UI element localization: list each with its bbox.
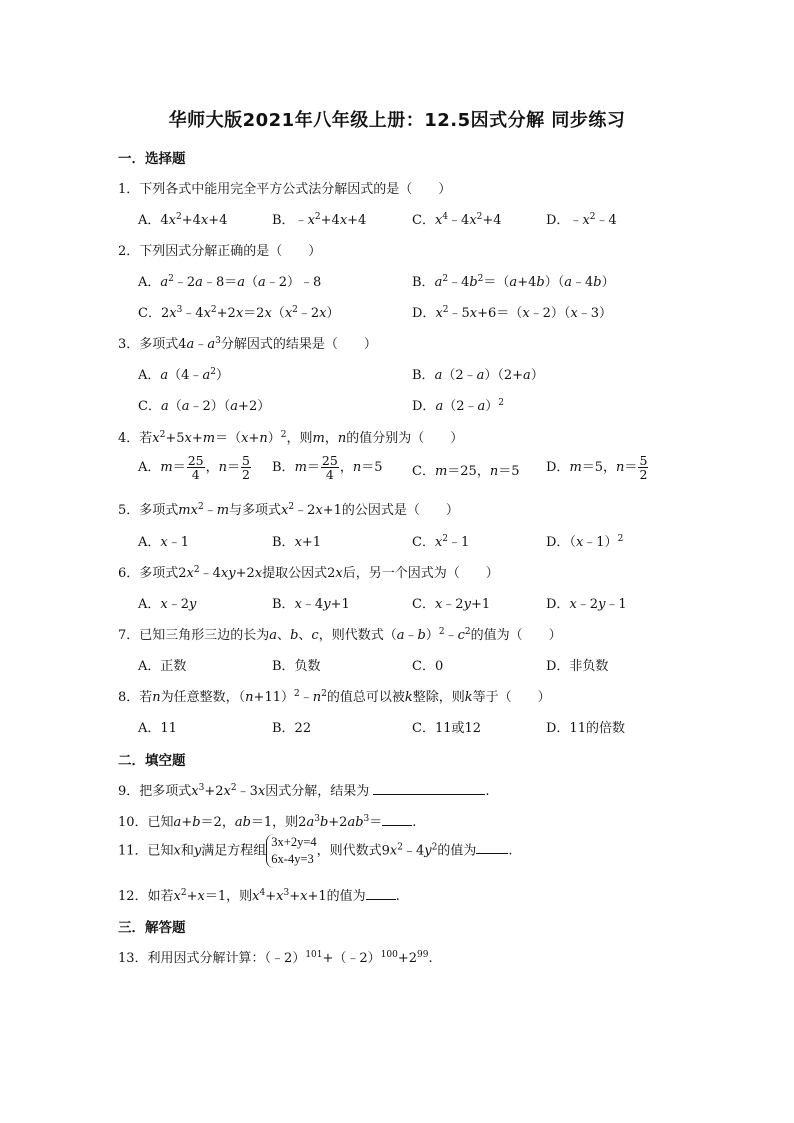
question-6-option-c: C．x﹣2y+1: [412, 597, 491, 612]
question-3-option-b: B．a（2﹣a）（2+a）: [412, 368, 544, 383]
answer-blank[interactable]: [382, 813, 412, 826]
question-7-stem: 7．已知三角形三边的长为a、b、c，则代数式$(a﹣b)^2﹣c^2$的值为（ ）: [118, 627, 562, 643]
question-3-option-c: C．a（a﹣2）（a+2）: [138, 399, 271, 414]
question-2-option-c: C．$2x^3﹣4x^2+2x=2x(x^2﹣2x)$: [138, 305, 340, 321]
question-4-option-c: C．m＝25，n＝5: [412, 464, 520, 479]
question-5-option-b: B．x+1: [272, 535, 322, 550]
question-6-option-b: B．x﹣4y+1: [272, 597, 350, 612]
question-1-option-c: C．$x^4﹣4x^2+4$: [412, 212, 502, 228]
question-5-option-c: C．$x^2﹣1$: [412, 534, 470, 550]
equation-system: 3x+2y=4 6x-4y=3: [266, 834, 316, 868]
question-4-option-b: B．m＝ $\frac{25}{4}$ ，n＝5: [272, 453, 383, 483]
answer-blank[interactable]: [476, 841, 508, 854]
question-4-stem: 4．若$x^2+5x+m=(x+n)^2$，则m，n的值分别为（ ）: [118, 430, 464, 446]
question-2-option-b: B．$a^2﹣4b^2=(a+4b)(a﹣4b)$: [412, 274, 615, 290]
section-solution: 三．解答题: [118, 920, 186, 936]
question-8-option-b: B．22: [272, 721, 312, 736]
section-fill-in: 二．填空题: [118, 753, 186, 769]
question-1-option-a: A．$4x^2+4x+4$: [138, 212, 228, 228]
page-title: 华师大版2021年八年级上册：12.5因式分解 同步练习: [168, 110, 626, 131]
question-11: 11．已知x和y满足方程组 3x+2y=4 6x-4y=3 ，则代数式$9x^2﹣4y^2$的值为 .: [118, 835, 513, 866]
question-5-option-a: A．x﹣1: [138, 535, 190, 550]
question-1-option-d: D．$﹣x^2﹣4$: [546, 212, 617, 228]
question-4-option-a: A．m＝ $\frac{25}{4}$ ，n＝ $\frac{5}{2}$: [138, 453, 250, 483]
question-5-stem: 5．多项式$mx^2﹣m$与多项式$x^2﹣2x+1$的公因式是（ ）: [118, 502, 459, 518]
question-3-stem: 3．多项式$4a﹣a^3$分解因式的结果是（ ）: [118, 336, 377, 352]
question-3-option-d: D．a（2﹣a）$^2$: [412, 398, 504, 414]
section-multiple-choice: 一．选择题: [118, 151, 186, 167]
question-4-option-d: D．m＝5，n＝ $\frac{5}{2}$: [546, 453, 648, 483]
question-9: 9．把多项式$x^3+2x^2﹣3x$因式分解，结果为 .: [118, 783, 490, 799]
answer-blank[interactable]: [373, 782, 485, 795]
question-6-option-d: D．x﹣2y﹣1: [546, 597, 627, 612]
answer-blank[interactable]: [366, 887, 396, 900]
question-8-option-d: D．11的倍数: [546, 721, 625, 736]
question-7-option-b: B．负数: [272, 659, 321, 674]
question-1-option-b: B．$﹣x^2+4x+4$: [272, 212, 367, 228]
question-6-stem: 6．多项式$2x^2﹣4xy+2x$提取公因式2x后，另一个因式为（ ）: [118, 565, 499, 581]
question-7-option-d: D．非负数: [546, 659, 609, 674]
question-2-option-d: D．$x^2﹣5x+6=(x﹣2)(x﹣3)$: [412, 305, 613, 321]
question-2-stem: 2．下列因式分解正确的是（ ）: [118, 244, 322, 259]
question-8-option-c: C．11或12: [412, 721, 482, 736]
question-7-option-a: A．正数: [138, 659, 187, 674]
question-6-option-a: A．x﹣2y: [138, 597, 197, 612]
question-13: 13．利用因式分解计算：$(﹣2)^{101}+(﹣2)^{100}+2^{99}$.: [118, 950, 433, 966]
question-2-option-a: A．$a^2﹣2a﹣8=a(a﹣2)﹣8$: [138, 274, 322, 290]
question-8-stem: 8．若n为任意整数，$(n+11)^2﹣n^2$的值总可以被k整除，则k等于（ ）: [118, 689, 551, 705]
question-12: 12．如若$x^2+x=1$，则$x^4+x^3+x+1$的值为 .: [118, 888, 400, 904]
question-1-stem: 1．下列各式中能用完全平方公式法分解因式的是（ ）: [118, 182, 452, 197]
question-5-option-d: D．（x﹣1）$^2$: [546, 534, 624, 550]
question-3-option-a: A．$a(4﹣a^2)$: [138, 367, 229, 383]
question-10: 10．已知a+b＝2，ab＝1，则$2a^3b+2ab^3=$ .: [118, 814, 417, 830]
question-7-option-c: C．0: [412, 659, 444, 674]
question-8-option-a: A．11: [138, 721, 177, 736]
